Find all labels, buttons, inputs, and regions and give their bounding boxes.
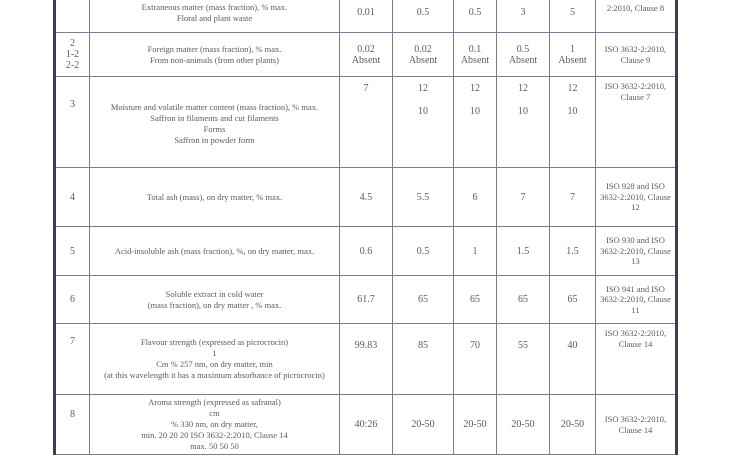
value-cell [550, 77, 596, 168]
value-cell [454, 0, 497, 33]
value-secondary: Absent [408, 54, 438, 66]
item-number: 7 [55, 324, 90, 395]
value: 0.02 [414, 43, 432, 55]
value-cell [340, 77, 393, 168]
value: 20-50 [463, 419, 487, 430]
parameter-description [90, 324, 340, 395]
text-line: Cm % 257 nm, on dry matter, min [156, 359, 273, 369]
test-method: 2:2010, Clause 8 [596, 0, 677, 33]
value-cell [550, 0, 596, 33]
value-cell [393, 276, 454, 324]
value: 12 [518, 83, 528, 94]
test-method: ISO 3632-2:2010, Clause 14 [596, 395, 677, 455]
value: 5 [570, 7, 575, 18]
value-cell [454, 168, 497, 227]
value: 1.5 [566, 245, 579, 257]
value: 3 [520, 7, 526, 18]
text-line: Soluble extract in cold water [165, 288, 264, 299]
value: 20-50 [560, 419, 585, 430]
value-cell [340, 395, 393, 455]
table-row [55, 33, 677, 77]
value: 0.1 [468, 43, 482, 55]
value-cell [454, 276, 497, 324]
value-cell [550, 168, 596, 227]
item-number: 3 [55, 77, 90, 168]
value-cell [454, 77, 497, 168]
text-line: Saffron in powder form [174, 135, 255, 145]
text-line: (at this wavelength it has a maximum absorbance of picrocrocin) [104, 370, 325, 380]
value: 65 [418, 294, 428, 305]
value-cell [497, 0, 550, 33]
text-line: Aroma strength (expressed as safranal) [148, 397, 281, 407]
value-cell [454, 324, 497, 395]
parameter-description [90, 227, 340, 276]
value: 5.5 [416, 191, 430, 203]
item-number: 4 [55, 168, 90, 227]
value: 61.7 [357, 294, 375, 305]
item-number: 8 [55, 395, 90, 455]
value: 12 [470, 83, 480, 94]
value-cell [497, 33, 550, 77]
value-cell [340, 33, 393, 77]
value: 55 [518, 340, 528, 351]
text-line: 2 [70, 38, 75, 49]
value-cell [454, 227, 497, 276]
table-row [55, 168, 677, 227]
value-cell [454, 33, 497, 77]
value-cell [393, 227, 454, 276]
value: 1 [472, 245, 478, 257]
value: 1 [570, 43, 575, 55]
value: 65 [518, 294, 528, 305]
value: 0.5 [416, 245, 430, 257]
text-line: Acid-insoluble ash (mass fraction), %, on dry matter, max. [114, 245, 315, 256]
value: 99.83 [354, 340, 378, 351]
value-cell [497, 276, 550, 324]
text-line: Foreign matter (mass fraction), % max. [147, 43, 282, 54]
value: 65 [567, 294, 578, 305]
value-cell [340, 276, 393, 324]
text-line: cm [209, 408, 220, 418]
text-line: Floral and plant waste [176, 12, 253, 23]
value-cell [550, 395, 596, 455]
value-secondary: 10 [567, 106, 578, 117]
item-number: 5 [55, 227, 90, 276]
value: 40 [567, 340, 578, 351]
text-line: From non-animals (from other plants) [150, 54, 279, 65]
test-method: ISO 3632-2:2010, Clause 14 [596, 324, 677, 395]
value: 20-50 [511, 419, 535, 430]
value-cell [497, 168, 550, 227]
value-cell [497, 324, 550, 395]
value-cell [550, 324, 596, 395]
parameter-description [90, 276, 340, 324]
table-row [55, 0, 677, 33]
parameter-description [90, 77, 340, 168]
test-method: ISO 3632-2:2010, Clause 7 [596, 77, 677, 168]
value: 1.5 [516, 245, 530, 257]
test-method: ISO 930 and ISO 3632-2:2010, Clause 13 [596, 227, 677, 276]
value-cell [393, 0, 454, 33]
item-number [55, 0, 90, 33]
text-line: (mass fraction), on dry matter , % max. [147, 299, 282, 310]
value-cell [550, 33, 596, 77]
text-line: 1 [212, 348, 217, 358]
parameter-description [90, 33, 340, 77]
table-row [55, 324, 677, 395]
value: 7 [520, 191, 526, 203]
text-line: % 330 nm, on dry matter, [171, 419, 258, 429]
item-number: 6 [55, 276, 90, 324]
value: 0.5 [516, 43, 530, 55]
value-secondary: Absent [508, 54, 538, 66]
value: 6 [472, 191, 478, 203]
value: 12 [567, 83, 578, 94]
text-line: Extraneous matter (mass fraction), % max. [141, 1, 288, 12]
parameter-description [90, 168, 340, 227]
table-row [55, 77, 677, 168]
text-line: 2-2 [65, 60, 80, 71]
text-line: Saffron in filaments and cut filaments [150, 113, 279, 123]
value-secondary: Absent [351, 54, 381, 66]
value-cell [340, 227, 393, 276]
value-cell [497, 227, 550, 276]
test-method: ISO 941 and ISO 3632-2:2010, Clause 11 [596, 276, 677, 324]
value: 4.5 [359, 191, 373, 203]
value: 0.5 [416, 7, 430, 18]
value-secondary: 10 [418, 106, 428, 117]
parameter-description [90, 0, 340, 33]
value: 70 [470, 340, 480, 351]
value: 7 [570, 191, 575, 203]
text-line: Flavour strength (expressed as picrocrocin) [140, 337, 289, 347]
table-row [55, 227, 677, 276]
value: 65 [470, 294, 480, 305]
test-method: ISO 3632-2:2010, Clause 9 [596, 33, 677, 77]
value-secondary: Absent [558, 54, 587, 66]
text-line: Moisture and volatile matter content (mass fraction), % max. [110, 102, 319, 112]
value-cell [497, 395, 550, 455]
value: 85 [418, 340, 428, 351]
value: 0.6 [359, 245, 373, 257]
text-line: Forms [203, 124, 226, 134]
text-line: max. 50 50 50 [190, 441, 239, 451]
value-cell [550, 276, 596, 324]
value: 20-50 [411, 419, 435, 430]
value-secondary: Absent [460, 54, 490, 66]
table-row [55, 276, 677, 324]
value: 12 [418, 83, 428, 94]
value: 0.01 [357, 7, 375, 18]
value: 7 [363, 83, 369, 94]
text-line: 1-2 [65, 49, 80, 60]
value-cell [393, 168, 454, 227]
table-row [55, 395, 677, 455]
value: 0.5 [468, 7, 482, 18]
value-cell [497, 77, 550, 168]
value-cell [393, 77, 454, 168]
item-number [55, 33, 90, 77]
text-line: min. 20 20 20 ISO 3632-2:2010, Clause 14 [141, 430, 288, 440]
value-cell [550, 227, 596, 276]
value-secondary: 10 [518, 106, 528, 117]
test-method: ISO 928 and ISO 3632-2:2010, Clause 12 [596, 168, 677, 227]
value: 0.02 [357, 43, 375, 55]
value-cell [393, 324, 454, 395]
text-line: Total ash (mass), on dry matter, % max. [146, 191, 283, 202]
value-cell [454, 395, 497, 455]
value-cell [340, 168, 393, 227]
value-secondary: 10 [470, 106, 480, 117]
value: 40:26 [354, 419, 378, 430]
value-cell [393, 395, 454, 455]
specification-table [53, 0, 678, 455]
value-cell [340, 324, 393, 395]
parameter-description [90, 395, 340, 455]
value-cell [393, 33, 454, 77]
value-cell [340, 0, 393, 33]
